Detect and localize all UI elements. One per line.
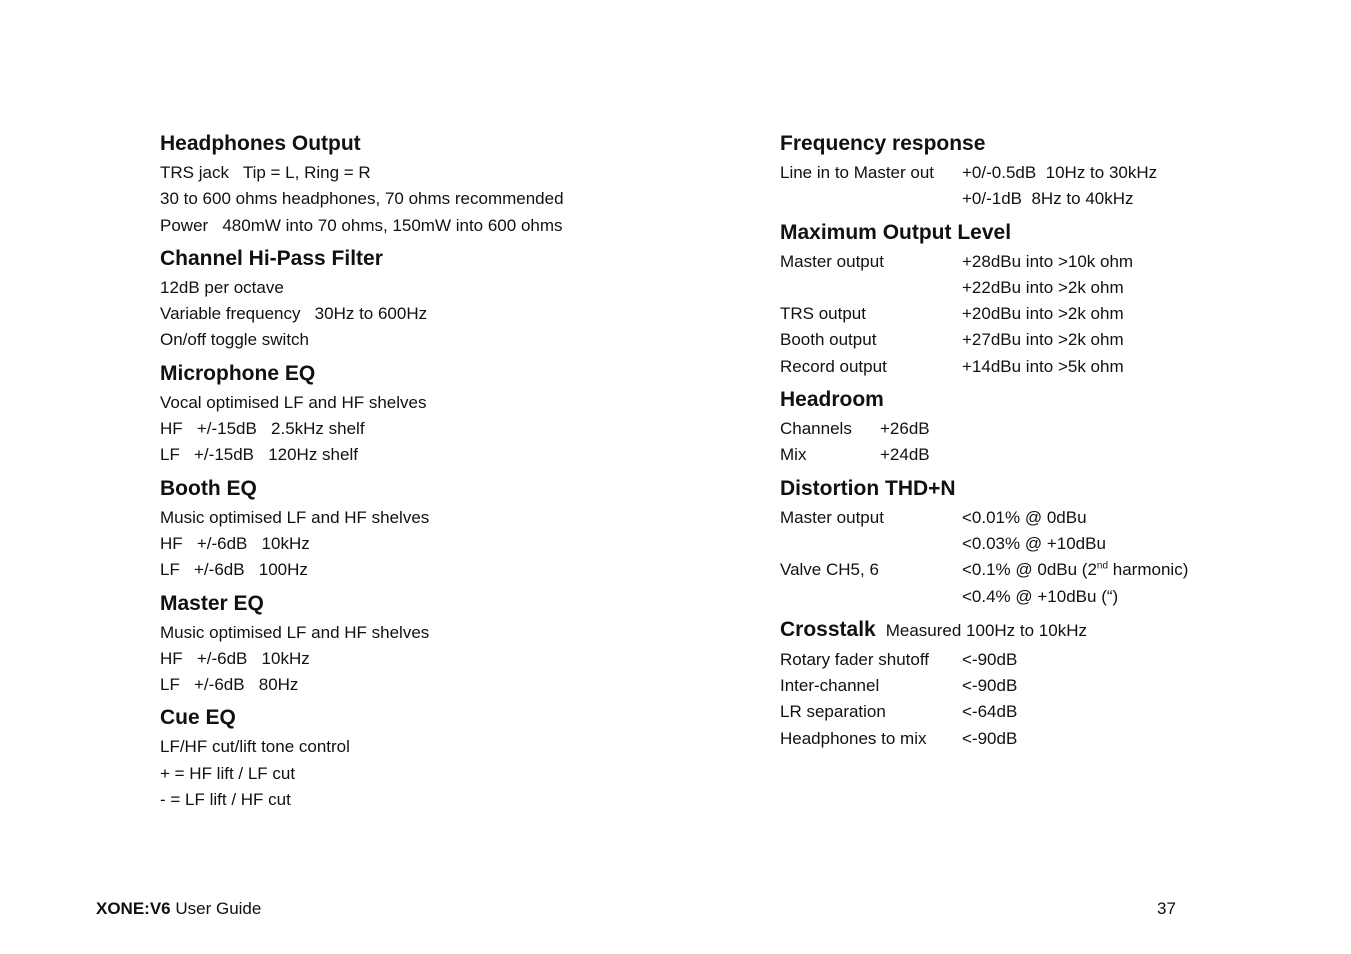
spec-key: Line in to Master out [780, 163, 935, 182]
spec-row [780, 726, 1300, 752]
spec-key [780, 186, 962, 212]
spec-value: +28dBu into >10k ohm [962, 251, 1134, 271]
spec-key: Master output [780, 251, 884, 271]
spec-key: Mix [780, 445, 807, 465]
spec-line: HF +/-6dB 10kHz [160, 533, 310, 553]
spec-line: 30 to 600 ohms headphones, 70 ohms recommended [160, 189, 564, 209]
spec-value: +24dB [880, 445, 930, 465]
spec-value: <0.01% @ 0dBu [962, 507, 1087, 527]
footer-guide-label: User Guide [170, 899, 262, 918]
section-title: Maximum Output Level [780, 220, 1012, 244]
spec-row [780, 249, 1300, 275]
spec-line: Vocal optimised LF and HF shelves [160, 392, 427, 412]
spec-line: HF +/-15dB 2.5kHz shelf [160, 419, 365, 439]
spec-key: LR separation [780, 702, 886, 722]
section-master-eq [160, 588, 720, 699]
spec-value: <0.03% @ +10dBu [962, 533, 1106, 553]
spec-value: +27dBu into >2k ohm [962, 330, 1124, 350]
spec-value-pre: <0.1% @ 0dBu (2 [962, 560, 1097, 580]
spec-value: <-90dB [962, 676, 1018, 696]
spec-value: +14dBu into >5k ohm [962, 356, 1124, 376]
spec-key: Inter-channel [780, 676, 880, 696]
section-title: Headphones Output [160, 132, 361, 155]
superscript: nd [1096, 560, 1109, 572]
section-frequency-response [780, 128, 1300, 213]
spec-key: TRS output [780, 304, 866, 324]
spec-line: - = LF lift / HF cut [160, 790, 291, 810]
spec-value: +0/-1dB 8Hz to 40kHz [962, 189, 1134, 209]
spec-row [780, 531, 1300, 557]
section-maximum-output-level [780, 217, 1300, 380]
section-channel-hipass [160, 243, 720, 354]
spec-value [962, 557, 1188, 583]
spec-line: 12dB per octave [160, 277, 284, 297]
spec-row [780, 160, 1300, 186]
section-headroom [780, 384, 1300, 469]
spec-row [780, 505, 1300, 531]
spec-row [780, 673, 1300, 699]
spec-key [780, 531, 962, 557]
spec-key: Rotary fader shutoff [780, 649, 929, 669]
spec-key: Channels [780, 419, 852, 439]
spec-key: Master output [780, 507, 884, 527]
spec-line: HF +/-6dB 10kHz [160, 648, 310, 668]
spec-value-post: harmonic) [1108, 560, 1189, 580]
spec-line: TRS jack Tip = L, Ring = R [160, 163, 371, 182]
spec-key: Record output [780, 356, 887, 376]
spec-value: <0.4% @ +10dBu (“) [962, 586, 1119, 606]
section-title: Distortion THD+N [780, 476, 956, 500]
section-title: Channel Hi-Pass Filter [160, 246, 383, 270]
section-distortion-thd [780, 473, 1300, 610]
section-subtitle: Measured 100Hz to 10kHz [885, 620, 1087, 640]
footer-brand: XONE:V6 [96, 899, 171, 918]
section-cue-eq [160, 702, 720, 813]
spec-line: Variable frequency 30Hz to 600Hz [160, 304, 428, 324]
section-title: Headroom [780, 388, 884, 412]
section-headphones-output [160, 128, 720, 239]
section-title: Cue EQ [160, 706, 236, 730]
spec-value: <-90dB [962, 728, 1018, 748]
section-title: Crosstalk [780, 617, 876, 641]
section-title: Frequency response [780, 132, 986, 155]
section-booth-eq [160, 473, 720, 584]
spec-line: On/off toggle switch [160, 330, 309, 350]
spec-row [780, 699, 1300, 725]
spec-key: Valve CH5, 6 [780, 560, 879, 580]
section-crosstalk [780, 614, 1300, 752]
footer-title [96, 898, 261, 920]
spec-row [780, 416, 1300, 442]
spec-key: Headphones to mix [780, 728, 927, 748]
spec-value: +26dB [880, 419, 930, 439]
spec-row [780, 354, 1300, 380]
spec-line: LF +/-6dB 100Hz [160, 560, 308, 580]
spec-value: +22dBu into >2k ohm [962, 277, 1124, 297]
spec-value: <-90dB [962, 649, 1018, 669]
spec-row [780, 327, 1300, 353]
spec-line: LF +/-6dB 80Hz [160, 675, 299, 695]
spec-value: <-64dB [962, 702, 1018, 722]
spec-row [780, 275, 1300, 301]
spec-line: Power 480mW into 70 ohms, 150mW into 600 ohms [160, 215, 563, 235]
section-title: Booth EQ [160, 476, 257, 500]
section-title: Microphone EQ [160, 361, 316, 385]
spec-row [780, 442, 1300, 468]
spec-row [780, 584, 1300, 610]
spec-line: + = HF lift / LF cut [160, 763, 296, 783]
spec-row [780, 647, 1300, 673]
spec-key [780, 584, 962, 610]
spec-row [780, 557, 1300, 583]
spec-value: +20dBu into >2k ohm [962, 304, 1124, 324]
spec-row [780, 186, 1300, 212]
spec-line: LF +/-15dB 120Hz shelf [160, 445, 358, 465]
section-heading [780, 614, 1300, 647]
spec-line: Music optimised LF and HF shelves [160, 622, 430, 642]
spec-line: LF/HF cut/lift tone control [160, 737, 350, 757]
right-column [780, 128, 1300, 752]
spec-key: Booth output [780, 330, 877, 350]
section-microphone-eq [160, 358, 720, 469]
spec-value: +0/-0.5dB 10Hz to 30kHz [962, 163, 1158, 182]
section-title: Master EQ [160, 591, 264, 615]
left-column [160, 128, 720, 813]
spec-key [780, 275, 962, 301]
spec-row [780, 301, 1300, 327]
spec-line: Music optimised LF and HF shelves [160, 507, 430, 527]
page-number: 37 [1157, 899, 1176, 918]
